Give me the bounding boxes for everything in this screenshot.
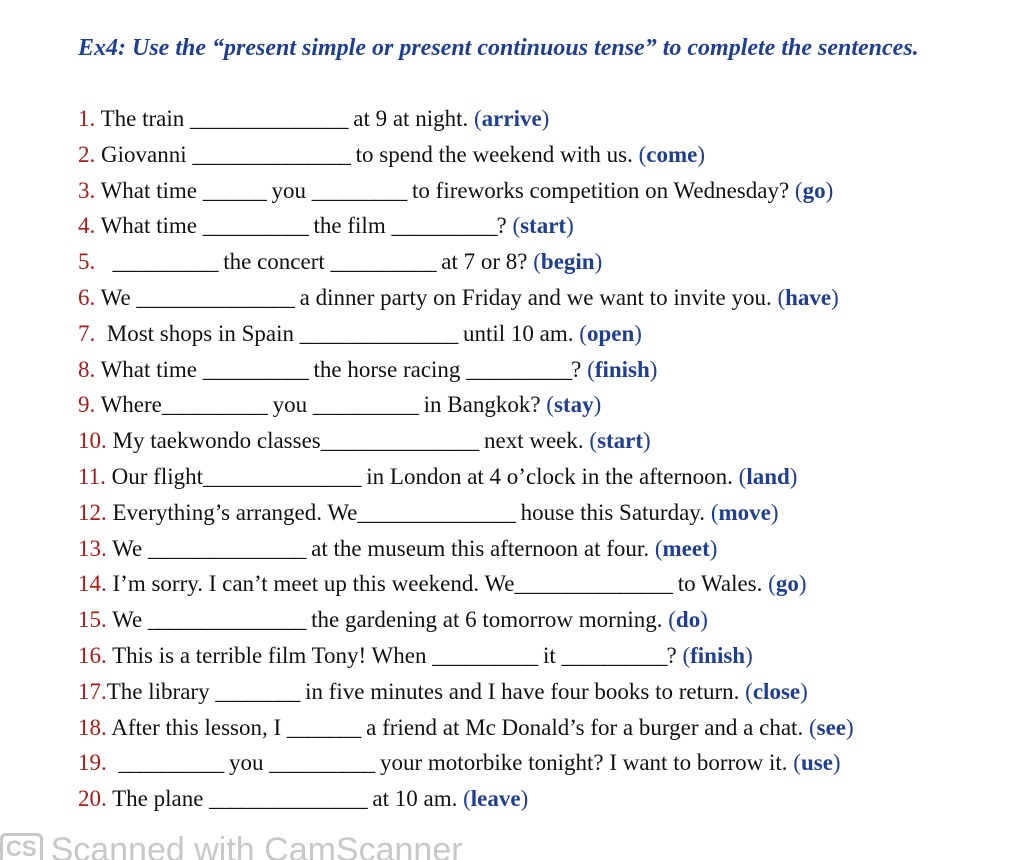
sentence-number: 20.: [78, 786, 107, 812]
sentence-text: the film: [307, 213, 392, 239]
sentence-number: 1.: [78, 106, 96, 131]
verb-hint-word: have: [785, 284, 832, 310]
sentence-text: The plane: [106, 786, 210, 812]
sentence-number: 4.: [78, 213, 96, 239]
sentence-text: next week.: [478, 428, 590, 454]
sentence-text: My taekwondo classes: [106, 428, 321, 454]
answer-blank: ______: [202, 177, 266, 203]
sentence-7: [78, 316, 1008, 352]
answer-blank: _______________: [203, 463, 361, 489]
sentence-number: 17.: [78, 678, 107, 704]
sentence-1: [78, 101, 1008, 137]
sentence-9: [78, 387, 1008, 423]
answer-blank: _______________: [190, 106, 348, 131]
verb-hint: (use): [793, 750, 841, 776]
verb-hint: (do): [668, 607, 708, 633]
sentence-text: to fireworks competition on Wednesday?: [406, 177, 795, 203]
sentence-text: it: [537, 642, 562, 668]
sentence-number: 10.: [78, 428, 107, 454]
answer-blank: _______________: [357, 499, 515, 525]
verb-hint-word: come: [646, 141, 698, 167]
exercise-title: Ex4: Use the “present simple or present continuous tense” to complete the sentences.: [78, 35, 919, 61]
answer-blank: ________: [215, 678, 300, 704]
sentence-number: 7.: [78, 320, 96, 346]
sentence-2: [78, 137, 1008, 173]
verb-hint-word: start: [597, 428, 644, 454]
sentence-text: We: [106, 535, 148, 561]
answer-blank: __________: [312, 392, 418, 418]
verb-hint-word: land: [746, 463, 790, 489]
sentence-number: 16.: [78, 642, 107, 668]
sentence-text: a friend at Mc Donald’s for a burger and a chat.: [360, 714, 809, 740]
verb-hint-word: stay: [553, 392, 594, 418]
camscanner-logo: CS: [0, 833, 43, 860]
sentence-text: until 10 am.: [457, 320, 580, 346]
answer-blank: _______________: [136, 284, 294, 310]
verb-hint: (go): [768, 571, 807, 597]
answer-blank: _________: [311, 177, 407, 203]
answer-blank: __________: [202, 213, 308, 239]
sentence-5: [78, 244, 1008, 280]
sentence-number: 3.: [78, 177, 96, 203]
verb-hint-word: go: [802, 177, 826, 203]
verb-hint-word: use: [800, 750, 833, 776]
verb-hint-word: move: [718, 499, 771, 525]
sentence-15: [78, 602, 1008, 638]
verb-hint: (land): [738, 463, 798, 489]
sentence-text: at 9 at night.: [347, 106, 474, 131]
sentence-number: 2.: [78, 141, 96, 167]
sentence-text: This is a terrible film Tony! When: [106, 642, 433, 668]
verb-hint-word: do: [675, 607, 701, 633]
sentence-17: [78, 674, 1008, 710]
verb-hint: (meet): [654, 535, 718, 561]
sentence-text: ?: [666, 642, 683, 668]
sentence-8: [78, 352, 1008, 388]
sentence-12: [78, 495, 1008, 531]
sentence-text: We: [106, 607, 148, 633]
sentence-4: [78, 208, 1008, 244]
sentence-text: at 7 or 8?: [435, 249, 534, 275]
sentence-text: After this lesson, I: [106, 714, 287, 740]
answer-blank: __________: [269, 750, 375, 776]
sentence-list: [78, 101, 1008, 817]
verb-hint: (see): [808, 714, 854, 740]
verb-hint: (open): [579, 320, 642, 346]
answer-blank: _______________: [320, 428, 479, 454]
sentence-text: the horse racing: [307, 356, 467, 382]
sentence-number: 14.: [78, 571, 107, 597]
sentence-text: at the museum this afternoon at four.: [305, 535, 655, 561]
answer-blank: _______________: [514, 571, 673, 597]
verb-hint: (start): [589, 428, 651, 454]
sentence-text: Our flight: [105, 463, 204, 489]
verb-hint: (close): [745, 678, 808, 704]
sentence-16: [78, 638, 1008, 674]
sentence-text: What time: [95, 356, 203, 382]
sentence-text: The library: [106, 678, 216, 704]
sentence-11: [78, 459, 1008, 495]
verb-hint-word: leave: [470, 786, 521, 812]
sentence-text: Giovanni: [95, 141, 193, 167]
sentence-text: Everything’s arranged. We: [106, 499, 358, 525]
answer-blank: __________: [561, 642, 667, 668]
verb-hint: (begin): [533, 249, 603, 275]
sentence-text: in five minutes and I have four books to return.: [299, 678, 746, 704]
sentence-text: house this Saturday.: [514, 499, 711, 525]
scanner-watermark: [0, 830, 560, 860]
verb-hint-word: close: [752, 678, 801, 704]
verb-hint-word: meet: [662, 535, 710, 561]
answer-blank: __________: [330, 249, 436, 275]
answer-blank: _______________: [192, 141, 350, 167]
answer-blank: _______________: [209, 786, 367, 812]
verb-hint-word: arrive: [481, 106, 542, 131]
sentence-13: [78, 531, 1008, 567]
verb-hint: (finish): [682, 642, 753, 668]
answer-blank: _______________: [147, 607, 306, 633]
watermark-text: Scanned with CamScanner: [50, 831, 463, 860]
answer-blank: __________: [391, 213, 497, 239]
sentence-text: What time: [95, 213, 203, 239]
verb-hint: (stay): [546, 392, 602, 418]
sentence-number: 5.: [78, 249, 96, 275]
sentence-number: 8.: [78, 356, 96, 382]
sentence-text: What time: [95, 177, 203, 203]
verb-hint-word: open: [586, 320, 635, 346]
sentence-number: 18.: [78, 714, 107, 740]
sentence-14: [78, 566, 1008, 602]
answer-blank: _______: [286, 714, 361, 740]
sentence-number: 6.: [78, 284, 96, 310]
verb-hint: (come): [638, 141, 706, 167]
sentence-text: to spend the weekend with us.: [349, 141, 639, 167]
sentence-text: Where: [95, 392, 162, 418]
answer-blank: __________: [202, 356, 308, 382]
verb-hint: (finish): [587, 356, 658, 382]
answer-blank: __________: [118, 750, 224, 776]
sentence-text: at 10 am.: [366, 786, 464, 812]
verb-hint-word: begin: [540, 249, 595, 275]
sentence-text: The train: [95, 106, 190, 131]
sentence-text: a dinner party on Friday and we want to invite you.: [293, 284, 778, 310]
verb-hint: (leave): [463, 786, 529, 812]
answer-blank: __________: [112, 249, 218, 275]
sentence-text: [95, 249, 112, 274]
sentence-text: ?: [496, 213, 513, 239]
sentence-19: [78, 745, 1008, 781]
sentence-text: the concert: [217, 249, 331, 275]
answer-blank: _______________: [299, 320, 458, 346]
sentence-number: 12.: [78, 499, 107, 525]
verb-hint: (move): [710, 499, 779, 525]
sentence-text: in Bangkok?: [417, 392, 547, 418]
sentence-text: to Wales.: [672, 571, 769, 597]
sentence-18: [78, 710, 1008, 746]
sentence-20: [78, 781, 1008, 817]
sentence-text: We: [95, 284, 137, 310]
sentence-number: 9.: [78, 392, 96, 418]
verb-hint: (go): [794, 177, 834, 203]
sentence-text: you: [223, 750, 270, 776]
verb-hint-word: finish: [690, 642, 746, 668]
answer-blank: __________: [161, 392, 267, 418]
sentence-text: the gardening at 6 tomorrow morning.: [305, 607, 669, 633]
sentence-text: your motorbike tonight? I want to borrow it.: [374, 750, 794, 776]
sentence-text: [107, 750, 119, 775]
verb-hint-word: finish: [594, 356, 650, 382]
answer-blank: _______________: [147, 535, 306, 561]
sentence-text: you: [265, 177, 312, 203]
sentence-number: 19.: [78, 750, 107, 776]
verb-hint: (have): [777, 284, 839, 310]
sentence-number: 13.: [78, 535, 107, 561]
verb-hint-word: start: [520, 213, 567, 239]
sentence-text: you: [266, 392, 313, 418]
sentence-text: ?: [571, 356, 588, 382]
answer-blank: __________: [432, 642, 538, 668]
sentence-number: 15.: [78, 607, 107, 633]
sentence-text: I’m sorry. I can’t meet up this weekend. We: [106, 571, 515, 597]
sentence-3: [78, 173, 1008, 209]
sentence-text: Most shops in Spain: [95, 320, 300, 346]
answer-blank: __________: [466, 356, 572, 382]
verb-hint-word: go: [775, 571, 799, 597]
sentence-number: 11.: [78, 463, 106, 489]
sentence-6: [78, 280, 1008, 316]
sentence-text: in London at 4 o’clock in the afternoon.: [360, 463, 739, 489]
verb-hint-word: see: [816, 714, 846, 740]
verb-hint: (arrive): [473, 106, 550, 131]
verb-hint: (start): [512, 213, 574, 239]
sentence-10: [78, 423, 1008, 459]
